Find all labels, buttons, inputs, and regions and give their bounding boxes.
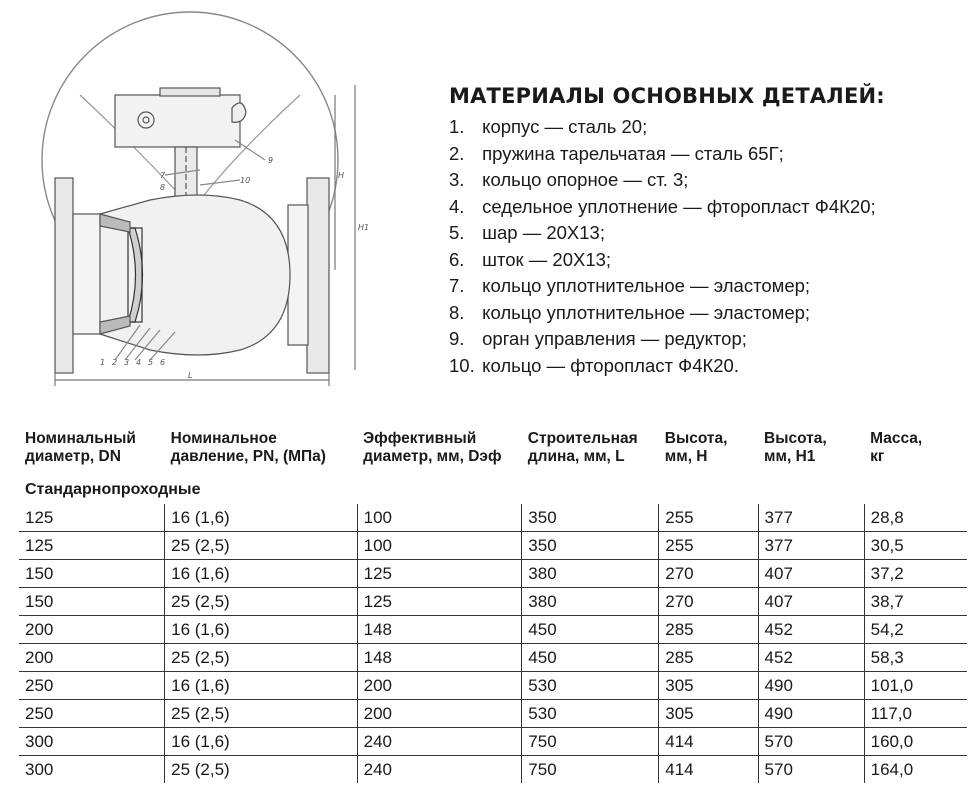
material-text: кольцо опорное — ст. 3; — [482, 169, 689, 190]
table-cell: 350 — [522, 532, 659, 560]
callout-9: 9 — [268, 156, 274, 165]
header-length: Строительная длина, мм, L — [527, 430, 638, 465]
table-row — [19, 560, 967, 588]
table-row — [19, 532, 967, 560]
table-cell: 414 — [659, 756, 758, 784]
table-row — [19, 504, 967, 532]
table-cell: 250 — [19, 672, 165, 700]
material-item — [449, 273, 964, 300]
material-number: 6. — [449, 248, 465, 270]
table-row — [19, 700, 967, 728]
table-cell: 54,2 — [864, 616, 967, 644]
table-cell: 305 — [659, 672, 758, 700]
section-label: Стандарнопроходные — [25, 481, 201, 498]
table-cell: 452 — [758, 616, 864, 644]
callout-7: 7 — [160, 171, 166, 180]
table-cell: 452 — [758, 644, 864, 672]
callout-8: 8 — [160, 183, 166, 192]
callout-2: 2 — [112, 358, 118, 367]
table-cell: 200 — [19, 644, 165, 672]
table-header-row — [19, 430, 967, 476]
material-item — [449, 220, 964, 247]
material-item — [449, 353, 964, 380]
table-cell: 414 — [659, 728, 758, 756]
table-cell: 125 — [19, 504, 165, 532]
table-cell: 28,8 — [864, 504, 967, 532]
material-number: 2. — [449, 142, 465, 164]
table-cell: 240 — [357, 728, 522, 756]
callout-1: 1 — [100, 358, 106, 367]
table-cell: 570 — [758, 756, 864, 784]
table-cell: 160,0 — [864, 728, 967, 756]
label-h1: H1 — [358, 223, 370, 232]
material-number: 8. — [449, 301, 465, 323]
material-number: 4. — [449, 195, 465, 217]
table-cell: 125 — [357, 560, 522, 588]
table-cell: 30,5 — [864, 532, 967, 560]
material-text: орган управления — редуктор; — [482, 328, 747, 349]
table-cell: 750 — [522, 728, 659, 756]
table-cell: 407 — [758, 560, 864, 588]
valve-technical-drawing — [0, 0, 430, 420]
table-cell: 300 — [25, 759, 54, 779]
material-item — [449, 300, 964, 327]
material-number: 7. — [449, 275, 465, 296]
callout-4: 4 — [136, 358, 142, 367]
table-cell: 125 — [357, 588, 522, 616]
table-cell: 255 — [659, 504, 758, 532]
table-cell: 16 (1,6) — [165, 560, 358, 588]
table-cell: 125 — [19, 532, 165, 560]
material-item — [449, 326, 964, 353]
table-cell: 240 — [357, 756, 522, 784]
table-row — [19, 672, 967, 700]
table-cell: 16 (1,6) — [165, 728, 358, 756]
table-cell: 37,2 — [864, 560, 967, 588]
table-cell: 25 (2,5) — [165, 700, 358, 728]
material-number: 10. — [449, 354, 475, 376]
gearbox — [115, 95, 240, 147]
table-row — [19, 588, 967, 616]
materials-list — [449, 114, 964, 379]
table-cell: 16 (1,6) — [165, 616, 358, 644]
table-cell: 150 — [19, 588, 165, 616]
gearbox-handle — [232, 103, 246, 122]
table-cell: 25 (2,5) — [165, 588, 358, 616]
table-cell: 200 — [357, 700, 522, 728]
table-cell: 16 (1,6) — [165, 672, 358, 700]
material-number: 9. — [449, 328, 465, 349]
callout-10: 10 — [240, 176, 251, 185]
table-cell: 380 — [522, 588, 659, 616]
material-number: 1. — [449, 116, 465, 137]
material-text: шар — 20Х13; — [482, 222, 605, 243]
table-row — [19, 616, 967, 644]
table-cell: 450 — [522, 644, 659, 672]
table-cell: 407 — [758, 588, 864, 616]
table-cell: 148 — [357, 644, 522, 672]
header-height-h1: Высота, мм, H1 — [764, 430, 827, 465]
table-cell: 490 — [758, 700, 864, 728]
table-cell: 150 — [19, 560, 165, 588]
header-deff: Эффективный диаметр, мм, Dэф — [363, 430, 502, 465]
header-dn: Номинальный диаметр, DN — [25, 430, 136, 465]
material-item — [449, 194, 964, 221]
specification-table — [19, 430, 967, 783]
table-cell: 377 — [758, 504, 864, 532]
table-cell: 148 — [357, 616, 522, 644]
callout-5: 5 — [148, 358, 154, 367]
table-cell: 200 — [19, 616, 165, 644]
material-text: кольцо уплотнительное — эластомер; — [482, 301, 811, 323]
right-flange — [307, 178, 329, 373]
section-row — [19, 476, 967, 504]
table-cell: 285 — [659, 616, 758, 644]
table-body — [19, 476, 967, 783]
callout-3: 3 — [124, 358, 130, 367]
header-height-h: Высота, мм, H — [664, 430, 728, 465]
table-cell: 490 — [758, 672, 864, 700]
gearbox-cover — [160, 88, 220, 96]
material-text: шток — 20Х13; — [482, 248, 612, 270]
table-row — [19, 644, 967, 672]
table-cell: 100 — [357, 504, 522, 532]
table-cell: 164,0 — [864, 756, 967, 784]
table-cell: 25 (2,5) — [165, 756, 358, 784]
table-cell: 200 — [357, 672, 522, 700]
table-cell: 25 (2,5) — [165, 644, 358, 672]
table-cell: 450 — [522, 616, 659, 644]
table-cell: 570 — [758, 728, 864, 756]
table-cell: 270 — [659, 588, 758, 616]
table-cell: 350 — [522, 504, 659, 532]
table-cell: 750 — [522, 756, 659, 784]
material-text: кольцо уплотнительное — эластомер; — [482, 275, 811, 296]
callout-6: 6 — [160, 358, 166, 367]
table-cell: 305 — [659, 700, 758, 728]
table-cell: 250 — [19, 700, 165, 728]
table-cell: 25 (2,5) — [165, 532, 358, 560]
material-item — [449, 247, 964, 274]
material-item — [449, 114, 964, 141]
material-text: кольцо — фторопласт Ф4К20. — [482, 354, 739, 376]
table-cell: 285 — [659, 644, 758, 672]
material-number: 3. — [449, 169, 465, 190]
table-cell: 58,3 — [864, 644, 967, 672]
table-cell: 380 — [522, 560, 659, 588]
material-text: корпус — сталь 20; — [482, 116, 648, 137]
header-pn: Номинальное давление, PN, (МПа) — [170, 430, 326, 465]
table-cell: 300 — [19, 728, 165, 756]
material-item — [449, 167, 964, 194]
table-row — [19, 756, 967, 784]
table-cell: 100 — [357, 532, 522, 560]
material-number: 5. — [449, 222, 465, 243]
table-cell: 16 (1,6) — [165, 504, 358, 532]
material-text: пружина тарельчатая — сталь 65Г; — [482, 142, 784, 164]
material-item — [449, 141, 964, 168]
table-cell: 117,0 — [864, 700, 967, 728]
table-row — [19, 728, 967, 756]
table-cell: 530 — [522, 700, 659, 728]
table-cell: 377 — [758, 532, 864, 560]
table-cell: 101,0 — [864, 672, 967, 700]
label-l: L — [188, 371, 193, 380]
table-cell: 38,7 — [864, 588, 967, 616]
table-cell: 255 — [659, 532, 758, 560]
materials-title: МАТЕРИАЛЫ ОСНОВНЫХ ДЕТАЛЕЙ: — [449, 84, 885, 108]
label-h: H — [338, 171, 345, 180]
table-cell: 270 — [659, 560, 758, 588]
left-flange — [55, 178, 73, 373]
table-cell: 530 — [522, 672, 659, 700]
material-text: седельное уплотнение — фторопласт Ф4К20; — [482, 195, 876, 217]
materials-section — [449, 84, 964, 379]
header-mass: Масса, кг — [870, 430, 923, 465]
